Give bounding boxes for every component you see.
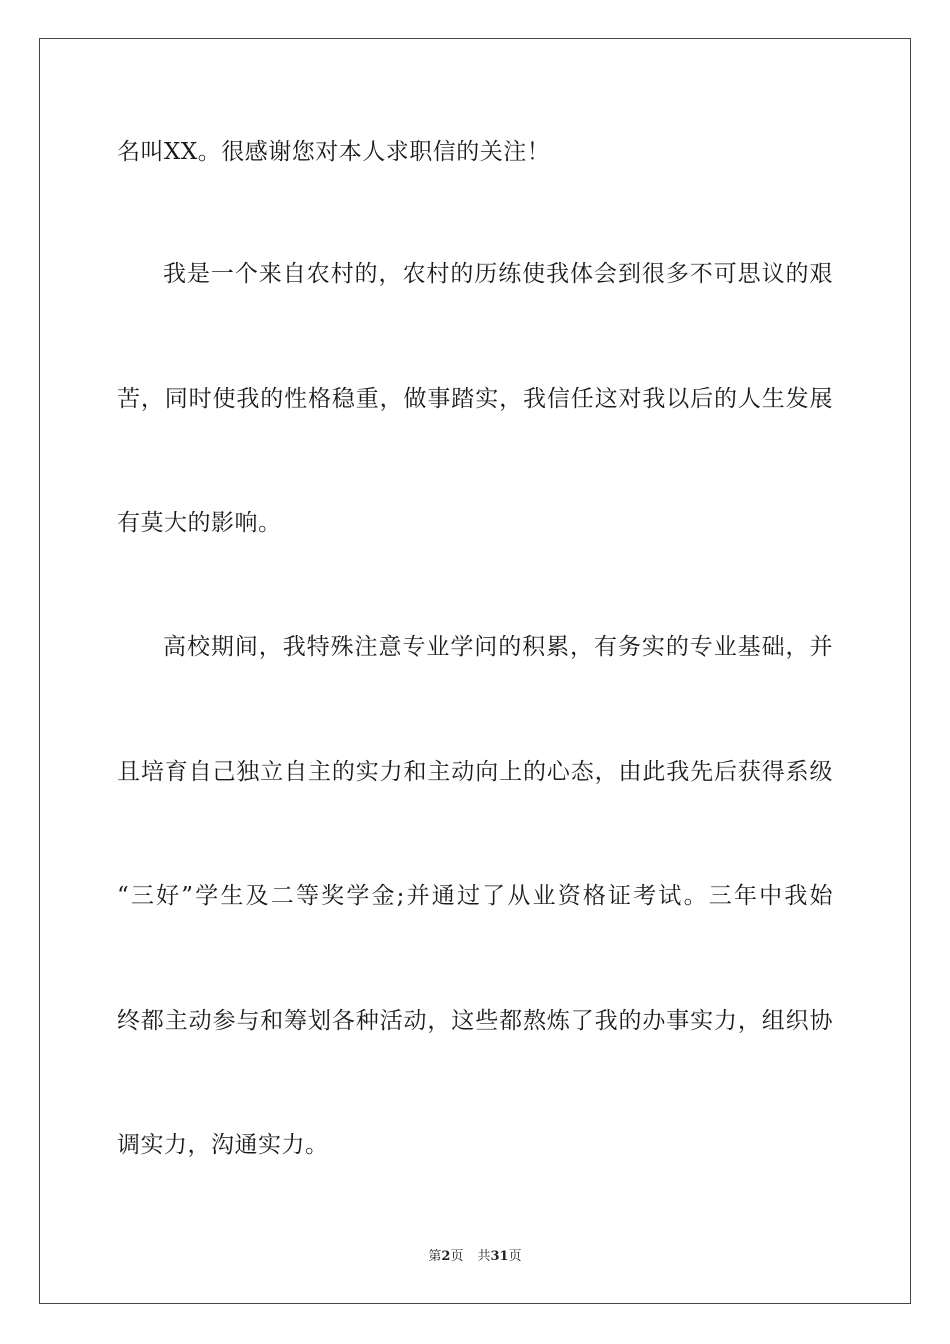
footer-page-prefix: 第 [428,1249,442,1264]
page-border [39,38,911,1304]
text-line-1: 名叫XX。很感谢您对本人求职信的关注！ [117,139,551,165]
text-line-9: 调实力，沟通实力。 [117,1132,329,1158]
footer-total-pages: 31 [490,1249,509,1264]
page-footer [0,1248,950,1266]
text-line-8: 终都主动参与和筹划各种活动，这些都熬炼了我的办事实力，组织协 [117,1008,833,1034]
text-line-3: 苦，同时使我的性格稳重，做事踏实，我信任这对我以后的人生发展 [117,386,833,412]
footer-page-number: 2 [441,1249,451,1264]
text-line-2: 我是一个来自农村的，农村的历练使我体会到很多不可思议的艰 [163,261,833,287]
text-line-6: 且培育自己独立自主的实力和主动向上的心态，由此我先后获得系级 [117,759,833,785]
footer-page-suffix: 页 [450,1249,464,1264]
text-line-4: 有莫大的影响。 [117,510,282,536]
footer-total-suffix: 页 [508,1249,522,1264]
text-line-7: “三好”学生及二等奖学金;并通过了从业资格证考试。三年中我始 [117,883,833,909]
text-line-5: 高校期间，我特殊注意专业学问的积累，有务实的专业基础，并 [163,634,833,660]
footer-total-prefix: 共 [477,1249,491,1264]
